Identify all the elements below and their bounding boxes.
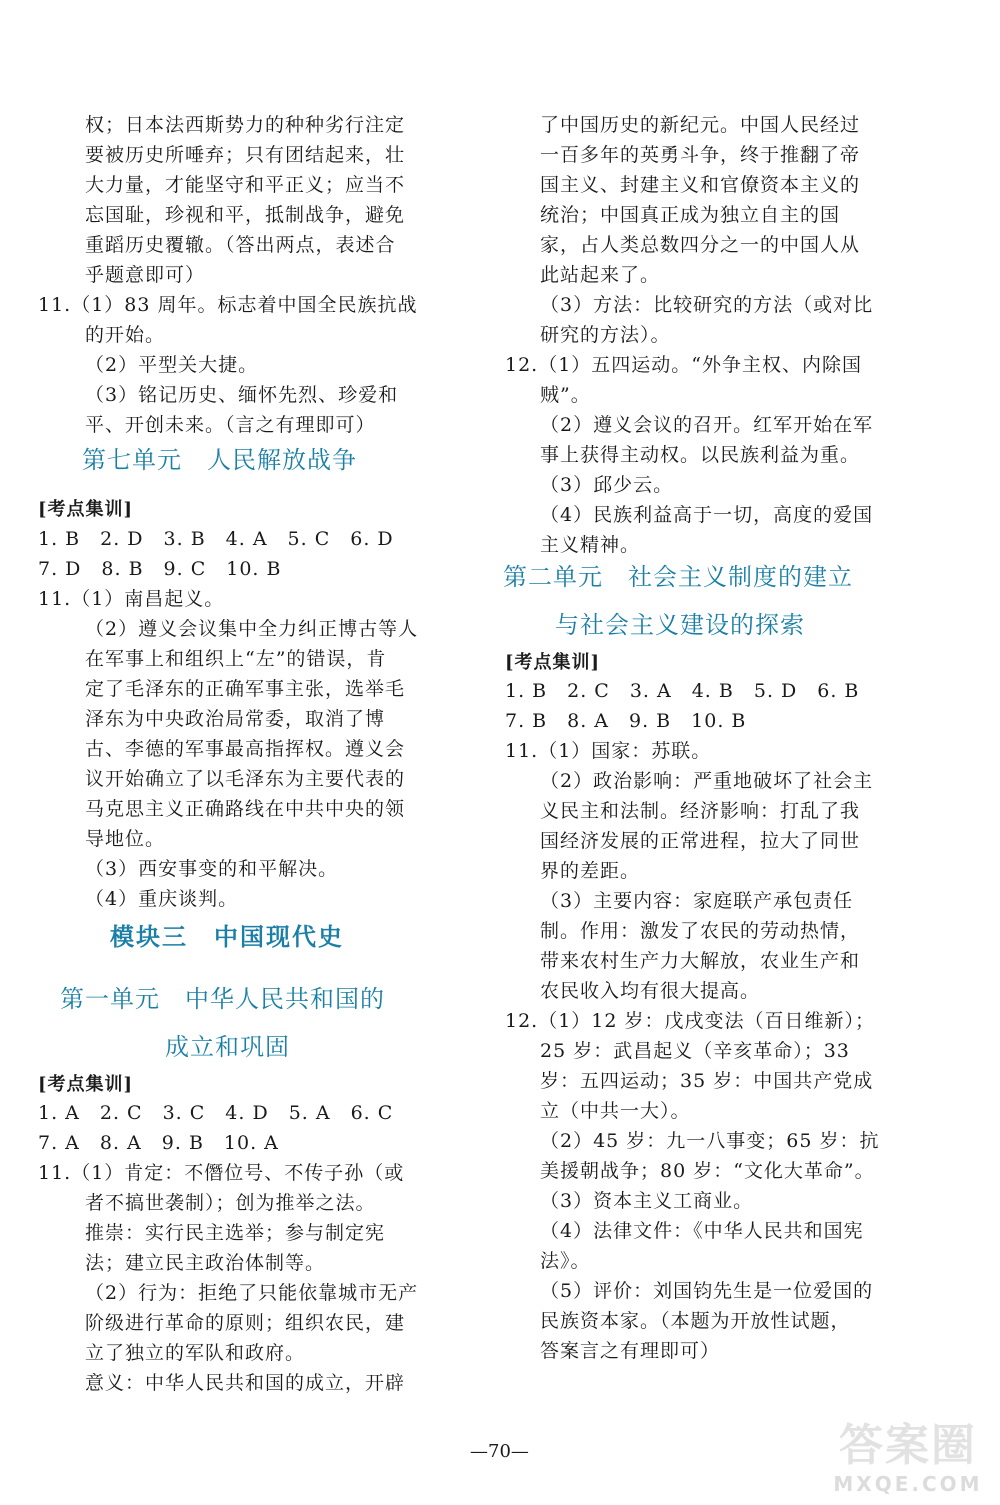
text-line: 带来农村生产力大解放，农业生产和: [540, 950, 861, 972]
unit-heading: 成立和巩固: [165, 1033, 290, 1061]
text-line: 定了毛泽东的正确军事主张，选举毛: [85, 678, 406, 700]
watermark-url: MXQE.COM: [833, 1472, 983, 1496]
text-line: （3）主要内容：家庭联产承包责任: [540, 890, 854, 912]
text-line: 意义：中华人民共和国的成立，开辟: [85, 1372, 406, 1394]
watermark-text: 答案圈: [839, 1420, 977, 1471]
text-line: 家，占人类总数四分之一的中国人从: [540, 234, 861, 256]
unit-heading: 第二单元 社会主义制度的建立: [503, 563, 853, 591]
text-line: （4）重庆谈判。: [85, 888, 239, 910]
text-line: 阶级进行革命的原则；组织农民，建: [85, 1312, 406, 1334]
question-line: 11.（1）肯定：不僭位号、不传子孙（或: [38, 1162, 405, 1184]
text-line: 在军事上和组织上“左”的错误，肯: [85, 648, 387, 670]
text-line: 美援朝战争；80 岁：“文化大革命”。: [540, 1160, 875, 1182]
text-line: 立了独立的军队和政府。: [85, 1342, 306, 1364]
answer-key-line: 7. A 8. A 9. B 10. A: [38, 1132, 279, 1154]
text-line: 主义精神。: [540, 534, 641, 556]
text-line: 民族资本家。（本题为开放性试题，: [540, 1310, 851, 1332]
section-tag: [考点集训]: [38, 1074, 134, 1095]
text-line: 忘国耻，珍视和平，抵制战争，避免: [85, 204, 406, 226]
text-line: 导地位。: [85, 828, 166, 850]
text-line: 研究的方法）。: [540, 324, 671, 346]
question-line: 11.（1）南昌起义。: [38, 588, 225, 610]
text-line: 要被历史所唾弃；只有团结起来，壮: [85, 144, 406, 166]
text-line: （2）遵义会议的召开。红军开始在军: [540, 414, 874, 436]
text-line: （4）民族利益高于一切，高度的爱国: [540, 504, 874, 526]
text-line: （3）资本主义工商业。: [540, 1190, 754, 1212]
section-tag: [考点集训]: [38, 499, 134, 520]
text-line: 岁：五四运动；35 岁：中国共产党成: [540, 1070, 874, 1092]
text-line: （3）方法：比较研究的方法（或对比: [540, 294, 874, 316]
question-line: 11.（1）83 周年。标志着中国全民族抗战: [38, 294, 418, 316]
text-line: （4）法律文件：《中华人民共和国宪: [540, 1220, 864, 1242]
text-line: 了中国历史的新纪元。中国人民经过: [540, 114, 861, 136]
module-heading: 模块三 中国现代史: [110, 923, 344, 951]
text-line: 马克思主义正确路线在中共中央的领: [85, 798, 406, 820]
text-line: （2）行为：拒绝了只能依靠城市无产: [85, 1282, 419, 1304]
text-line: （2）政治影响：严重地破坏了社会主: [540, 770, 874, 792]
answer-key-line: 1. A 2. C 3. C 4. D 5. A 6. C: [38, 1102, 394, 1124]
text-line: 泽东为中央政治局常委，取消了博: [85, 708, 386, 730]
text-line: 立（中共一大）。: [540, 1100, 691, 1122]
text-line: 农民收入均有很大提高。: [540, 980, 761, 1002]
text-line: 贼”。: [540, 384, 591, 406]
text-line: 答案言之有理即可）: [540, 1340, 721, 1362]
text-line: 此站起来了。: [540, 264, 661, 286]
text-line: （5）评价：刘国钧先生是一位爱国的: [540, 1280, 874, 1302]
text-line: 大力量，才能坚守和平正义；应当不: [85, 174, 406, 196]
answer-key-line: 1. B 2. D 3. B 4. A 5. C 6. D: [38, 528, 394, 550]
text-line: 25 岁：武昌起义（辛亥革命）；33: [540, 1040, 850, 1062]
question-line: 11.（1）国家：苏联。: [505, 740, 712, 762]
text-line: 国经济发展的正常进程，拉大了同世: [540, 830, 861, 852]
text-line: 的开始。: [85, 324, 166, 346]
text-line: （3）邱少云。: [540, 474, 674, 496]
watermark-logo: [828, 1420, 988, 1500]
text-line: 议开始确立了以毛泽东为主要代表的: [85, 768, 406, 790]
text-line: 界的差距。: [540, 860, 641, 882]
text-line: 重蹈历史覆辙。（答出两点，表述合: [85, 234, 396, 256]
text-line: 国主义、封建主义和官僚资本主义的: [540, 174, 861, 196]
unit-heading: 第七单元 人民解放战争: [82, 446, 357, 474]
page-number: —70—: [470, 1441, 529, 1462]
text-line: （2）45 岁：九一八事变；65 岁：抗: [540, 1130, 880, 1152]
text-line: 法》。: [540, 1250, 591, 1272]
text-line: （2）平型关大捷。: [85, 354, 259, 376]
question-line: 12.（1）12 岁：戊戌变法（百日维新）；: [505, 1010, 876, 1032]
text-line: 古、李德的军事最高指挥权。遵义会: [85, 738, 406, 760]
text-line: （3）铭记历史、缅怀先烈、珍爱和: [85, 384, 399, 406]
answer-key-line: 7. B 8. A 9. B 10. B: [505, 710, 747, 732]
text-line: 者不搞世袭制）；创为推举之法。: [85, 1192, 376, 1214]
text-line: 一百多年的英勇斗争，终于推翻了帝: [540, 144, 861, 166]
text-line: 法；建立民主政治体制等。: [85, 1252, 326, 1274]
unit-heading: 与社会主义建设的探索: [555, 611, 805, 639]
text-line: 平、开创未来。（言之有理即可）: [85, 414, 376, 436]
unit-heading: 第一单元 中华人民共和国的: [60, 985, 385, 1013]
text-line: （3）西安事变的和平解决。: [85, 858, 339, 880]
answer-key-line: 7. D 8. B 9. C 10. B: [38, 558, 282, 580]
text-line: 统治；中国真正成为独立自主的国: [540, 204, 841, 226]
section-tag: [考点集训]: [505, 652, 601, 673]
question-line: 12.（1）五四运动。“外争主权、内除国: [505, 354, 863, 376]
text-line: 乎题意即可）: [85, 264, 206, 286]
answer-key-line: 1. B 2. C 3. A 4. B 5. D 6. B: [505, 680, 860, 702]
text-line: 权；日本法西斯势力的种种劣行注定: [85, 114, 406, 136]
text-line: 义民主和法制。经济影响：打乱了我: [540, 800, 861, 822]
text-line: 推崇：实行民主选举；参与制定宪: [85, 1222, 386, 1244]
text-line: （2）遵义会议集中全力纠正博古等人: [85, 618, 419, 640]
text-line: 事上获得主动权。以民族利益为重。: [540, 444, 861, 466]
text-line: 制。作用：激发了农民的劳动热情，: [540, 920, 861, 942]
